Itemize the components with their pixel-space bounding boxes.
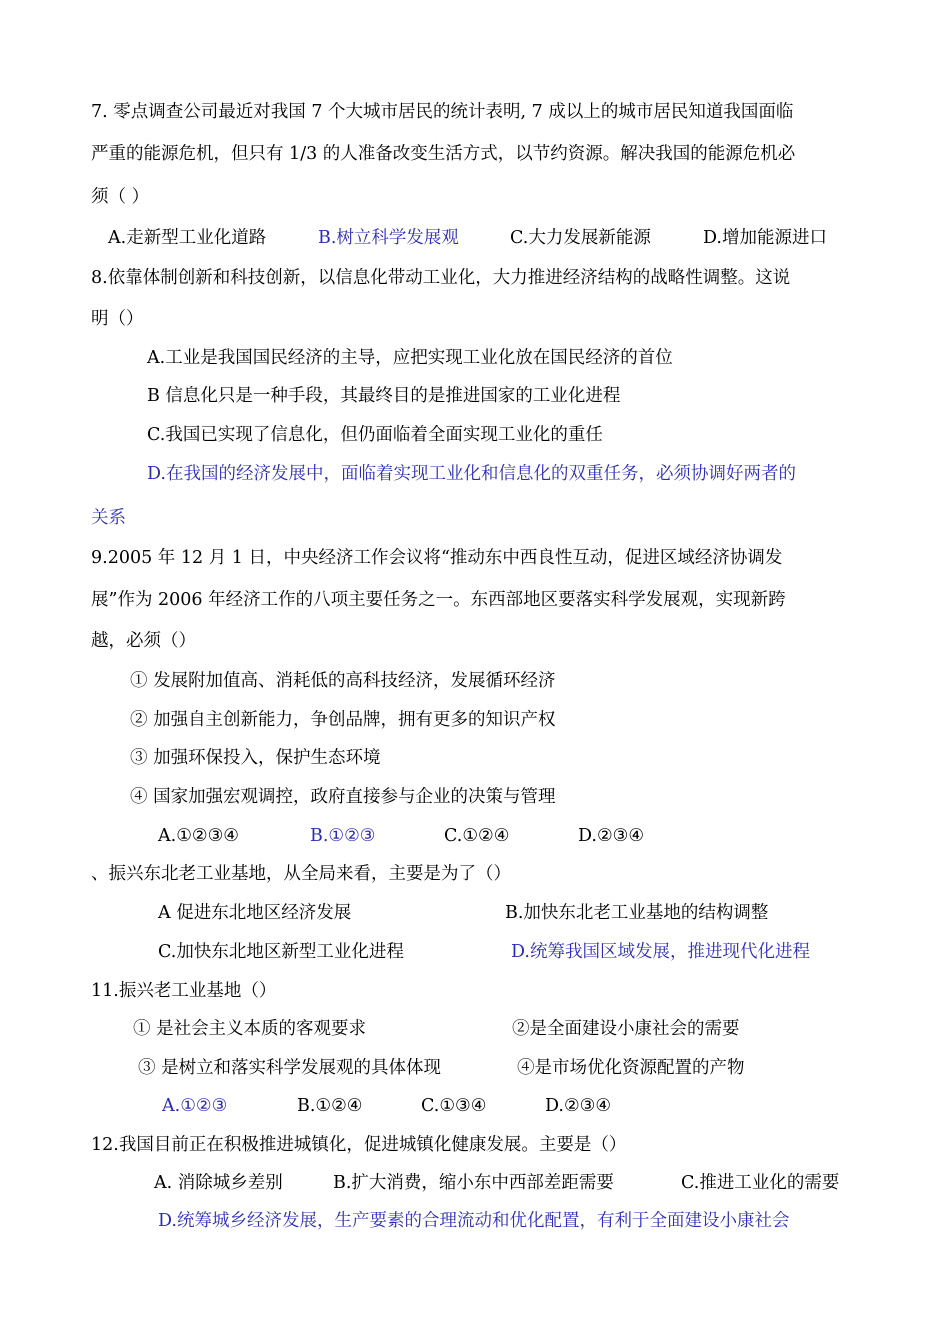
q9-stem-line2: 展”作为 2006 年经济工作的八项主要任务之一。东西部地区要落实科学发展观，实现新跨 xyxy=(91,590,786,610)
q11-item-3: ③ 是树立和落实科学发展观的具体体现 xyxy=(138,1058,442,1078)
q12-option-b: B.扩大消费，缩小东中西部差距需要 xyxy=(333,1173,614,1193)
q10-option-d-answer: D.统筹我国区域发展，推进现代化进程 xyxy=(511,942,810,962)
q8-option-d-answer-line1: D.在我国的经济发展中，面临着实现工业化和信息化的双重任务，必须协调好两者的 xyxy=(147,464,796,484)
q12-stem: 12.我国目前正在积极推进城镇化，促进城镇化健康发展。主要是（） xyxy=(91,1135,627,1155)
q8-stem-line1: 8.依靠体制创新和科技创新，以信息化带动工业化，大力推进经济结构的战略性调整。这说 xyxy=(91,268,791,288)
q12-option-a: A. 消除城乡差别 xyxy=(154,1173,283,1193)
q9-option-a: A.①②③④ xyxy=(158,826,239,846)
q10-option-c: C.加快东北地区新型工业化进程 xyxy=(158,942,404,962)
q7-stem-line3: 须（ ） xyxy=(91,187,150,207)
q11-item-1: ① 是社会主义本质的客观要求 xyxy=(133,1019,367,1039)
q12-option-c: C.推进工业化的需要 xyxy=(681,1173,840,1193)
q9-option-c: C.①②④ xyxy=(444,826,510,846)
q7-option-c: C.大力发展新能源 xyxy=(510,228,651,248)
q8-stem-line2: 明（） xyxy=(91,309,144,329)
q9-stem-line3: 越，必须（） xyxy=(91,631,196,651)
q7-stem-line1: 7. 零点调查公司最近对我国 7 个大城市居民的统计表明, 7 成以上的城市居民知道我国面临 xyxy=(91,102,794,122)
q11-option-b: B.①②④ xyxy=(297,1096,363,1116)
q11-stem: 11.振兴老工业基地（） xyxy=(91,981,277,1001)
q10-stem: 、振兴东北老工业基地，从全局来看，主要是为了（） xyxy=(91,864,511,884)
q11-option-d: D.②③④ xyxy=(545,1096,612,1116)
q9-option-b-answer: B.①②③ xyxy=(310,826,376,846)
q11-option-a-answer: A.①②③ xyxy=(162,1096,228,1116)
q9-item-2: ② 加强自主创新能力，争创品牌，拥有更多的知识产权 xyxy=(130,710,556,730)
q12-option-d-answer: D.统筹城乡经济发展，生产要素的合理流动和优化配置，有利于全面建设小康社会 xyxy=(158,1211,790,1231)
q7-option-a: A.走新型工业化道路 xyxy=(108,228,267,248)
q9-option-d: D.②③④ xyxy=(578,826,645,846)
q9-stem-line1: 9.2005 年 12 月 1 日，中央经济工作会议将“推动东中西良性互动，促进区域经济协调发 xyxy=(91,548,783,568)
q9-item-3: ③ 加强环保投入，保护生态环境 xyxy=(130,748,381,768)
q10-option-a: A 促进东北地区经济发展 xyxy=(158,903,352,923)
q9-item-1: ① 发展附加值高、消耗低的高科技经济，发展循环经济 xyxy=(130,671,556,691)
q11-option-c: C.①③④ xyxy=(421,1096,487,1116)
q11-item-4: ④是市场优化资源配置的产物 xyxy=(517,1058,745,1078)
q10-option-b: B.加快东北老工业基地的结构调整 xyxy=(505,903,769,923)
q8-option-b: B 信息化只是一种手段，其最终目的是推进国家的工业化进程 xyxy=(147,386,621,406)
q8-option-d-answer-line2: 关系 xyxy=(91,508,126,528)
q7-option-d: D.增加能源进口 xyxy=(703,228,827,248)
q11-item-2: ②是全面建设小康社会的需要 xyxy=(512,1019,740,1039)
q9-item-4: ④ 国家加强宏观调控，政府直接参与企业的决策与管理 xyxy=(130,787,556,807)
q7-option-b-answer: B.树立科学发展观 xyxy=(318,228,459,248)
q8-option-a: A.工业是我国国民经济的主导，应把实现工业化放在国民经济的首位 xyxy=(147,348,673,368)
q7-stem-line2: 严重的能源危机，但只有 1/3 的人准备改变生活方式，以节约资源。解决我国的能源危机必 xyxy=(91,144,796,164)
q8-option-c: C.我国已实现了信息化，但仍面临着全面实现工业化的重任 xyxy=(147,425,603,445)
